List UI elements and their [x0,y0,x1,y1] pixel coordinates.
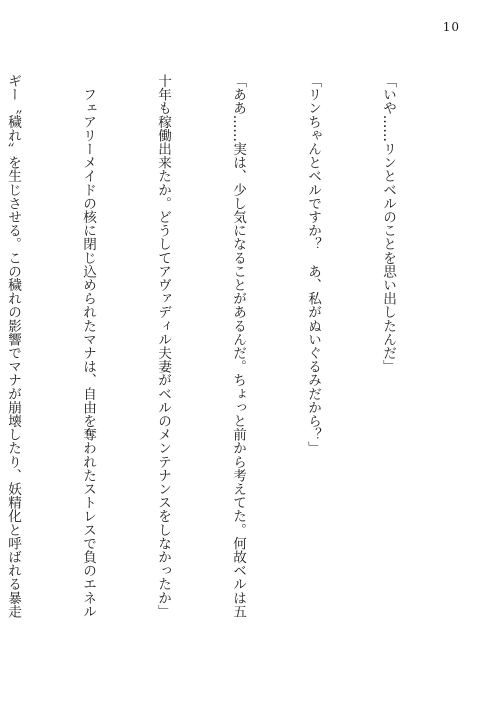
text-line: ギー〝穢れ〟を生じさせる。この穢れの影響でマナが崩壊したり、妖精化と呼ばれる暴走 [5,74,21,618]
text-line: 「いや……リンとベルのことを思い出したんだ」 [380,74,396,374]
text-line: 「ああ……実は、少し気になることがあるんだ。ちょっと前から考えてた。何故ベルは五 [230,74,246,618]
page-number: 10 [442,20,460,34]
text-line: 十年も稼働出来たか。どうしてアヴァディル夫妻がベルのメンテナンスをしなかったか」 [155,74,171,618]
text-line: 「リンちゃんとベルですか？ あ、私がぬいぐるみだから？」 [305,74,321,455]
text-line: フェアリーメイドの核に閉じ込められたマナは、自由を奪われたストレスで負のエネル [80,74,96,618]
vertical-text-body [5,74,450,674]
